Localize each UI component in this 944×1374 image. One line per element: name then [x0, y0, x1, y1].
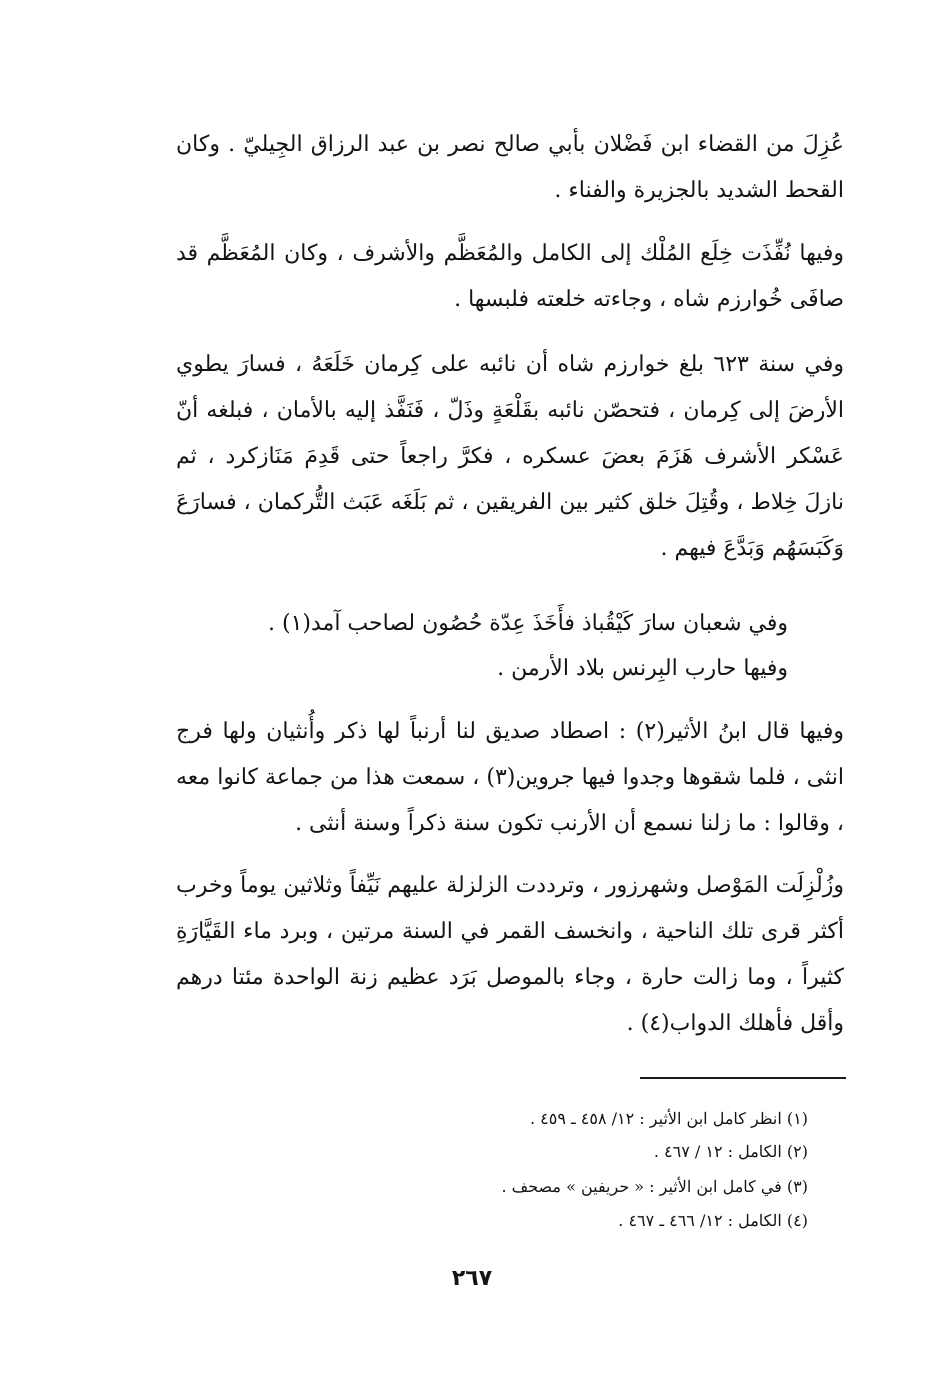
- paragraph-year-623: وفي سنة ٦٢٣ بلغ خوارزم شاه أن نائبه على كِرمان خَلَعَهُ ، فسارَ يطوي الأرضَ إلى كِرمان ، فتحصّن نائبه بقَلْعَةٍ وذَلّ ، فَنَفَّذ إليه بالأمان ، فبلغه أنّ عَسْكر الأشرف هَزَمَ بعضَ عسكره ، فكرَّ راجعاً حتى قَدِمَ مَنَازكرد ، ثم نازلَ خِلاط ، وقُتِلَ خلق كثير بين الفريقين ، ثم بَلَغَه عَبَث التُّركمان ، فسارَعَ وَكَبَسَهُم وَبَدَّعَ فيهم .: [176, 352, 844, 561]
- paragraph-hare: وفيها قال ابنُ الأثير(٢) : اصطاد صديق لنا أرنباً لها ذكر وأُنثيان ولها فرج انثى ، فلما شقوها وجدوا فيها جروين(٣) ، سمعت هذا من جماعة كانوا معه ، وقالوا : ما زلنا نسمع أن الأرنب تكون سنة ذكراً وسنة أنثى .: [176, 719, 844, 836]
- footnote-1: (١) انظر كامل ابن الأثير : ١٢/ ٤٥٨ ـ ٤٥٩ .: [529, 1109, 808, 1128]
- footnote-separator: [640, 1077, 846, 1079]
- paragraph-dismissal: عُزِلَ من القضاء ابن فَضْلان بأبي صالح نصر بن عبد الرزاق الجِيليّ . وكان القحط الشديد بالجزيرة والفناء .: [176, 132, 844, 203]
- footnote-3: (٣) في كامل ابن الأثير : « حريفين » مصحف .: [501, 1177, 808, 1196]
- footnote-4: (٤) الكامل : ١٢/ ٤٦٦ ـ ٤٦٧ .: [618, 1211, 808, 1230]
- footnote-2: (٢) الكامل : ١٢ / ٤٦٧ .: [653, 1142, 808, 1161]
- paragraph-armenians: وفيها حارب البِرنس بلاد الأرمن .: [497, 656, 788, 681]
- page-number: ٢٦٧: [451, 1266, 493, 1291]
- paragraph-robes: وفيها نُفِّذَت خِلَع المُلْك إلى الكامل والمُعَظَّم والأشرف ، وكان المُعَظَّم قد صافَى خُوارزم شاه ، وجاءته خلعته فلبسها .: [176, 241, 844, 312]
- paragraph-shaaban: وفي شعبان سارَ كَيْقُباذ فأَخَذَ عِدّة حُصُون لصاحب آمد(١) .: [268, 611, 788, 636]
- paragraph-earthquake: وزُلْزِلَت المَوْصل وشهرزور ، وترددت الزلزلة عليهم نَيِّفاً وثلاثين يوماً وخرب أكثر قرى تلك الناحية ، وانخسف القمر في السنة مرتين ، وبرد ماء القَيَّارَةِ كثيراً ، وما زالت حارة ، وجاء بالموصل بَرَد عظيم زنة الواحدة مئتا درهم وأقل فأهلك الدواب(٤) .: [176, 873, 844, 1036]
